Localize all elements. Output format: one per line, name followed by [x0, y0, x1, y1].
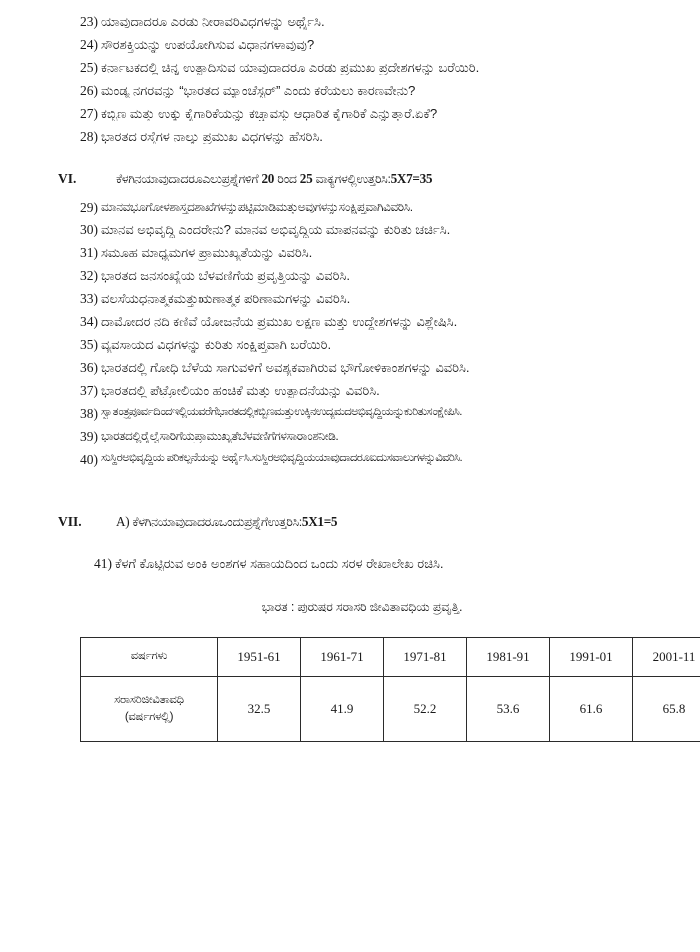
table-cell-value: 32.5 [218, 676, 301, 741]
question-text: ಸಮೂಹ ಮಾಧ್ಯಮಗಳ ಪ್ರಾಮುಖ್ಯತೆಯನ್ನು ವಿವರಿಸಿ. [101, 245, 313, 261]
question-list-section-vii [80, 556, 644, 572]
question-number: 36) [80, 359, 98, 375]
table-header-period: 1951-61 [218, 637, 301, 676]
question-item [80, 337, 644, 353]
question-item [80, 268, 644, 284]
question-item [80, 14, 644, 30]
range-to: 25 [299, 170, 313, 186]
question-number: 30) [80, 222, 98, 238]
question-list-section-vi [80, 200, 644, 468]
question-text: ವಲಸೆಯಧನಾತ್ಮಕಮತ್ತುಋಣಾತ್ಮಕ ಪರಿಣಾಮಗಳನ್ನು ವಿವರಿಸಿ. [101, 291, 351, 307]
question-item [80, 556, 644, 572]
question-number: 27) [80, 105, 98, 121]
question-text: ಸ್ವಾತಂತ್ರ್ಯಪೂರ್ವದಿಂದಇಲ್ಲಿಯವರೆಗೆಭಾರತದಲ್ಲಿಕಬ್ಬಿಣಮತ್ತುಉಕ್ಕಿನಉದ್ಯಮದಅಭಿವೃದ್ಧಿಯನ್ನುಕುರಿತುಸಂಕ್ಷೇಪಿಸಿ. [101, 405, 462, 418]
question-number: 32) [80, 268, 98, 284]
question-number: 35) [80, 337, 98, 353]
table-header-period: 1991-01 [550, 637, 633, 676]
section-heading-vi [58, 170, 644, 187]
question-text: ಕಬ್ಬಿಣ ಮತ್ತು ಉಕ್ಕು ಕೈಗಾರಿಕೆಯನ್ನು ಕಚ್ಚಾವಸ್ತು ಆಧಾರಿತ ಕೈಗಾರಿಕೆ ಎನ್ನುತ್ತಾರೆ.ಏಕೆ? [101, 105, 438, 121]
question-text: ವ್ಯವಸಾಯದ ವಿಧಗಳನ್ನು ಕುರಿತು ಸಂಕ್ಷಿಪ್ತವಾಗಿ ಬರೆಯಿರಿ. [101, 337, 332, 353]
table-cell-value: 61.6 [550, 676, 633, 741]
question-item [80, 37, 644, 53]
table-header-period: 1961-71 [301, 637, 384, 676]
question-item [80, 429, 644, 445]
question-number: 33) [80, 291, 98, 307]
range-word: ರಿಂದ [277, 171, 297, 186]
table-row [81, 637, 700, 676]
table-row-label [81, 676, 218, 741]
question-text: ಸೌರಶಕ್ತಿಯನ್ನು ಉಪಯೋಗಿಸುವ ವಿಧಾನಗಳಾವುವು? [101, 36, 315, 52]
section-marks: 5X7=35 [390, 170, 433, 186]
table-header-period: 2001-11 [633, 637, 700, 676]
question-number: 28) [80, 128, 98, 144]
question-text: ಯಾವುದಾದರೂ ಎರಡು ನೀರಾವರಿವಿಧಗಳನ್ನು ಅರ್ಥೈಸಿ. [101, 14, 325, 29]
question-number: 37) [80, 382, 98, 398]
section-instruction-tail: ವಾಕ್ಯಗಳಲ್ಲಿಉತ್ತರಿಸಿ: [315, 171, 391, 186]
question-item [80, 60, 644, 76]
question-item [80, 129, 644, 145]
section-part-label: A) [116, 513, 130, 529]
table-header-years-label: ವರ್ಷಗಳು [81, 637, 218, 676]
question-text: ಭಾರತದಲ್ಲಿರೈಲ್ವೆಸಾರಿಗೆಯಪ್ರಾಮುಖ್ಯತೆಬೆಳವಣಿಗೆಗಳಸಾರಾಂಶನೀಡಿ. [101, 428, 339, 443]
question-text: ಮಾನವಭೂಗೋಳಶಾಸ್ತ್ರದಶಾಖೆಗಳನ್ನುಪಟ್ಟಿಮಾಡಿಮತ್ತುಅವುಗಳನ್ನುಸಂಕ್ಷಿಪ್ತವಾಗಿವಿವರಿಸಿ. [101, 199, 413, 214]
question-item [80, 83, 644, 99]
question-item [80, 360, 644, 376]
question-text: ಕರ್ನಾಟಕದಲ್ಲಿ ಚಿನ್ನ ಉತ್ಪಾದಿಸುವ ಯಾವುದಾದರೂ ಎರಡು ಪ್ರಮುಖ ಪ್ರದೇಶಗಳನ್ನು ಬರೆಯಿರಿ. [101, 59, 480, 75]
question-number: 39) [80, 428, 98, 444]
question-number: 26) [80, 82, 98, 98]
life-expectancy-table [80, 637, 700, 742]
table-row-label-line1: ಸರಾಸರಿಜೀವಿತಾವಧಿ [114, 692, 184, 706]
section-instruction-text: ಕೆಳಗಿನಯಾವುದಾದರೂಒಂದುಪ್ರಶ್ನೆಗೆಉತ್ತರಿಸಿ: [132, 514, 302, 529]
question-item [80, 383, 644, 399]
question-number: 38) [80, 405, 98, 421]
table-header-period: 1981-91 [467, 637, 550, 676]
question-item [80, 452, 644, 468]
section-instruction [116, 171, 432, 187]
question-text: ಭಾರತದ ಜನಸಂಖ್ಯೆಯ ಬೆಳವಣಿಗೆಯ ಪ್ರವೃತ್ತಿಯನ್ನು ವಿವರಿಸಿ. [101, 268, 350, 284]
question-text: ಭಾರತದಲ್ಲಿ ಪೆಟ್ರೋಲಿಯಂ ಹಂಚಿಕೆ ಮತ್ತು ಉತ್ಪಾದನೆಯನ್ನು ವಿವರಿಸಿ. [101, 382, 380, 398]
table-caption: ಭಾರತ : ಪುರುಷರ ಸರಾಸರಿ ಜೀವಿತಾವಧಿಯ ಪ್ರವೃತ್ತಿ. [261, 599, 463, 614]
question-number: 31) [80, 245, 98, 261]
question-text: ಭಾರತದ ರಸ್ತೆಗಳ ನಾಲ್ಕು ಪ್ರಮುಖ ವಿಧಗಳನ್ನು ಹೆಸರಿಸಿ. [101, 128, 323, 144]
table-cell-value: 41.9 [301, 676, 384, 741]
question-text: ಮಾನವ ಅಭಿವೃದ್ಧಿ ಎಂದರೇನು? ಮಾನವ ಅಭಿವೃದ್ಧಿಯ ಮಾಪನವನ್ನು ಕುರಿತು ಚರ್ಚಿಸಿ. [101, 222, 451, 238]
table-header-period: 1971-81 [384, 637, 467, 676]
section-marks: 5X1=5 [301, 513, 338, 529]
question-number: 40) [80, 451, 98, 467]
section-roman-numeral: VI. [58, 170, 77, 186]
question-number: 25) [80, 59, 98, 75]
question-item [80, 291, 644, 307]
question-number: 29) [80, 199, 98, 215]
question-item [80, 406, 644, 422]
question-item [80, 245, 644, 261]
question-number: 41) [94, 555, 112, 571]
question-item [80, 200, 644, 216]
section-instruction-text: ಕೆಳಗಿನಯಾವುದಾದರೂಎಲುಪ್ರಶ್ನೆಗಳಿಗೆ [116, 171, 259, 186]
question-number: 24) [80, 36, 98, 52]
question-item [80, 314, 644, 330]
section-instruction [116, 514, 337, 530]
table-cell-value: 53.6 [467, 676, 550, 741]
section-roman-numeral: VII. [58, 513, 82, 529]
question-text: ದಾಮೋದರ ನದಿ ಕಣಿವೆ ಯೋಜನೆಯ ಪ್ರಮುಖ ಲಕ್ಷಣ ಮತ್ತು ಉದ್ದೇಶಗಳನ್ನು ವಿಶ್ಲೇಷಿಸಿ. [101, 314, 458, 330]
question-list-top [80, 14, 644, 145]
question-text: ಸುಸ್ಥಿರಅಭಿವೃದ್ಧಿಯ ಪರಿಕಲ್ಪನೆಯನ್ನು ಅರ್ಥೈಸಿ.ಸುಸ್ಥಿರಅಭಿವೃದ್ಧಿಯಯಾವುದಾದರೂಐದುಸವಾಲುಗಳನ್ನುವಿವರಿಸಿ. [101, 451, 463, 464]
question-text: ಭಾರತದಲ್ಲಿ ಗೋಧಿ ಬೆಳೆಯ ಸಾಗುವಳಿಗೆ ಅವಶ್ಯಕವಾಗಿರುವ ಭೌಗೋಳಿಕಾಂಶಗಳನ್ನು ವಿವರಿಸಿ. [101, 359, 470, 375]
question-item [80, 106, 644, 122]
question-number: 23) [80, 14, 98, 29]
question-text: ಕೆಳಗೆ ಕೊಟ್ಟಿರುವ ಅಂಕಿ ಅಂಶಗಳ ಸಹಾಯದಿಂದ ಒಂದು ಸರಳ ರೇಖಾಲೇಖ ರಚಿಸಿ. [115, 555, 444, 571]
question-item [80, 222, 644, 238]
question-number: 34) [80, 314, 98, 330]
table-row-label-line2: (ವರ್ಷಗಳಲ್ಲಿ) [124, 709, 174, 723]
range-from: 20 [261, 170, 275, 186]
question-text: ಮಂಡ್ಯ ನಗರವನ್ನು “ಭಾರತದ ಮ್ಯಾಂಚೆಸ್ಟರ್” ಎಂದು ಕರೆಯಲು ಕಾರಣವೇನು? [101, 82, 416, 98]
section-heading-vii [58, 513, 644, 530]
table-cell-value: 65.8 [633, 676, 700, 741]
table-cell-value: 52.2 [384, 676, 467, 741]
table-row [81, 676, 700, 741]
